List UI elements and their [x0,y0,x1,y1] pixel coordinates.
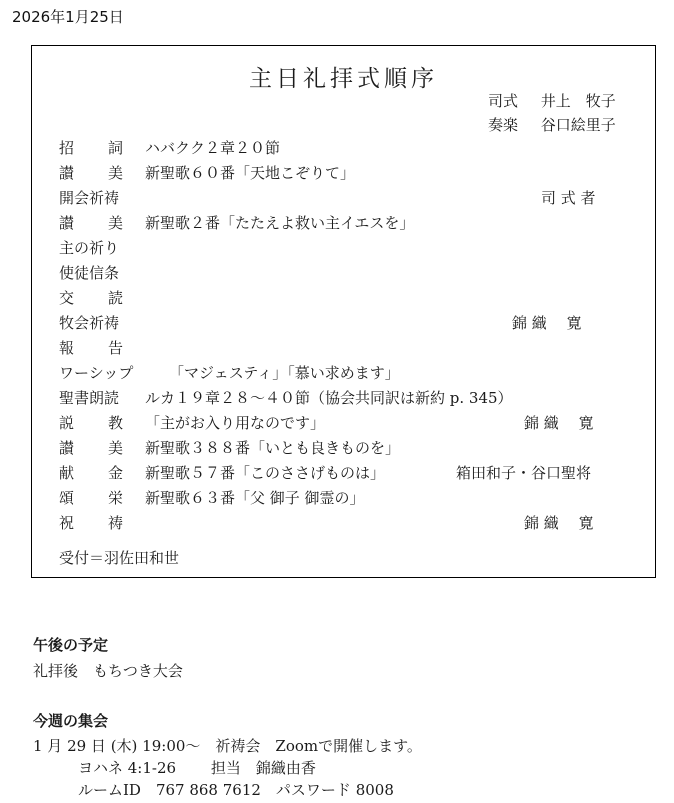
item-leader: 錦 織 寛 [512,314,582,332]
order-item [59,487,365,508]
order-item [59,137,280,158]
order-item [59,387,513,408]
weekly-meeting-line: 1 月 29 日 (木) 19:00～ 祈祷会 Zoomで開催します。 [33,737,422,755]
staff-name: 井上 牧子 [540,92,616,110]
item-label: 説 教 [59,414,123,432]
order-item [59,237,145,258]
item-label: 献 金 [59,464,123,482]
weekly-scripture-line: ヨハネ 4:1-26 担当 錦織由香 [78,759,316,777]
order-item [59,437,400,458]
presider-line [488,90,616,111]
order-item [59,162,355,183]
item-leader: 司 式 者 [541,189,596,207]
item-content: 新聖歌２番「たたえよ救い主イエスを」 [145,214,415,232]
order-item [59,187,145,208]
item-label: 主の祈り [59,239,120,257]
staff-role: 奏楽 [488,116,519,134]
afternoon-heading: 午後の予定 [33,636,109,654]
item-label: 使徒信条 [59,264,120,282]
order-item [59,462,385,483]
item-label: 頌 栄 [59,489,123,507]
weekly-heading: 今週の集会 [33,712,109,730]
item-content: 新聖歌３８８番「いとも良きものを」 [145,439,401,457]
item-label: 祝 祷 [59,514,123,532]
item-label: 開会祈祷 [59,189,120,207]
item-label: 牧会祈祷 [59,314,120,332]
item-label: 讃 美 [59,214,123,232]
weekly-zoom-line: ルームID 767 868 7612 パスワード 8008 [78,781,394,799]
order-item [59,212,414,233]
service-order-box [31,45,656,578]
date-header: 2026年1月25日 [12,8,124,26]
order-item [59,312,145,333]
item-leader: 錦 織 寛 [524,414,594,432]
afternoon-text: 礼拝後 もちつき大会 [33,662,183,680]
item-leader: 錦 織 寛 [524,514,594,532]
order-item [59,337,145,358]
item-content: 新聖歌６３番「父 御子 御霊の」 [145,489,365,507]
item-label: 讃 美 [59,164,123,182]
order-item [59,362,400,383]
item-content: 「主がお入り用なのです」 [145,414,326,432]
item-leader: 箱田和子・谷口聖将 [456,464,592,482]
order-item [59,287,145,308]
item-content: ルカ１９章２８～４０節（協会共同訳は新約 p. 345） [145,389,513,407]
staff-name: 谷口絵里子 [540,116,616,134]
order-item [59,262,145,283]
item-content: 新聖歌５７番「このささげものは」 [145,464,386,482]
item-content: 新聖歌６０番「天地こぞりて」 [145,164,356,182]
program-title: 主日礼拝式順序 [249,66,438,92]
item-label: 聖書朗読 [59,389,120,407]
order-item [59,412,325,433]
staff-role: 司式 [488,92,519,110]
organist-line [488,114,616,135]
item-label: 招 詞 [59,139,123,157]
item-content: ハバクク２章２０節 [145,139,281,157]
item-label: ワーシップ [59,364,134,382]
item-content: 「マジェスティ」「慕い求めます」 [169,364,400,382]
item-label: 報 告 [59,339,123,357]
reception-note: 受付＝羽佐田和世 [59,549,180,567]
item-label: 交 読 [59,289,123,307]
item-label: 讃 美 [59,439,123,457]
order-item [59,512,145,533]
